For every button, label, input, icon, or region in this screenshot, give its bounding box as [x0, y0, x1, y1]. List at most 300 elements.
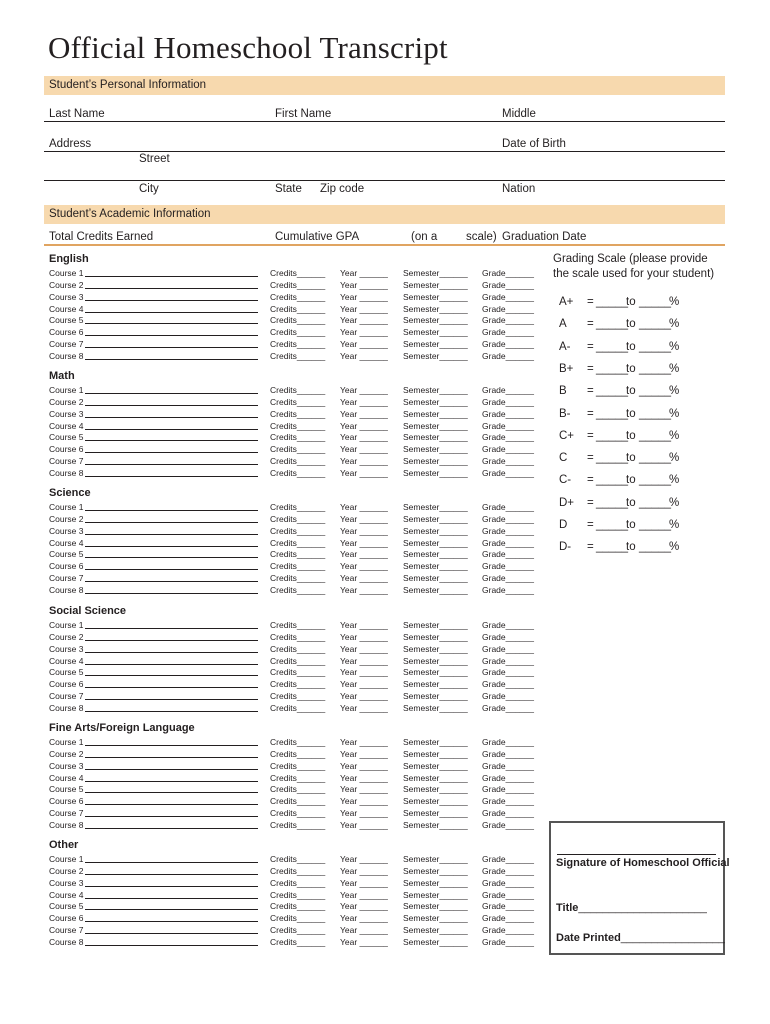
scale-to: to [626, 519, 636, 531]
scale-max-field[interactable]: _____ [639, 385, 671, 398]
scale-min-field[interactable]: _____ [596, 296, 628, 308]
credits-field[interactable]: Credits______ [270, 796, 326, 807]
scale-min-field[interactable]: _____ [596, 429, 628, 442]
grade-field[interactable]: Grade______ [482, 502, 534, 512]
semester-field[interactable]: Semester______ [403, 865, 468, 876]
scale-max-field[interactable]: _____ [639, 429, 671, 442]
credits-field[interactable]: Credits______ [270, 385, 326, 395]
grade-field[interactable]: Grade______ [482, 901, 534, 912]
scale-percent: % [669, 407, 680, 420]
semester-field[interactable]: Semester______ [403, 772, 468, 783]
semester-field[interactable]: Semester______ [403, 889, 468, 900]
year-field[interactable]: Year ______ [340, 561, 388, 572]
scale-percent: % [669, 452, 680, 465]
grading-scale-row [559, 452, 724, 468]
course-label: Course 6 [49, 913, 84, 924]
semester-field[interactable]: Semester______ [403, 796, 468, 807]
semester-field[interactable]: Semester______ [403, 561, 468, 572]
course-name-field[interactable] [85, 886, 258, 887]
year-field[interactable]: Year ______ [340, 667, 388, 678]
year-field[interactable]: Year ______ [340, 456, 388, 467]
credits-field[interactable]: Credits______ [270, 936, 326, 947]
semester-field[interactable]: Semester______ [403, 537, 468, 548]
city-field-line[interactable] [44, 180, 725, 181]
semester-field[interactable]: Semester______ [403, 420, 468, 431]
course-name-field[interactable] [85, 405, 258, 406]
credits-field[interactable]: Credits______ [270, 679, 326, 690]
semester-field[interactable]: Semester______ [403, 444, 468, 455]
credits-field[interactable]: Credits______ [270, 748, 326, 759]
grade-field[interactable]: Grade______ [482, 561, 534, 572]
grade-field[interactable]: Grade______ [482, 456, 534, 467]
semester-field[interactable]: Semester______ [403, 467, 468, 478]
credits-field[interactable]: Credits______ [270, 339, 326, 350]
course-name-field[interactable] [85, 945, 258, 946]
grade-field[interactable]: Grade______ [482, 584, 534, 595]
grade-field[interactable]: Grade______ [482, 854, 534, 864]
credits-field[interactable]: Credits______ [270, 573, 326, 584]
year-field[interactable]: Year ______ [340, 784, 388, 795]
grade-field[interactable]: Grade______ [482, 877, 534, 888]
year-field[interactable]: Year ______ [340, 796, 388, 807]
course-name-field[interactable] [85, 323, 258, 324]
course-name-field[interactable] [85, 440, 258, 441]
grade-field[interactable]: Grade______ [482, 573, 534, 584]
year-field[interactable]: Year ______ [340, 679, 388, 690]
semester-field[interactable]: Semester______ [403, 584, 468, 595]
grade-field[interactable]: Grade______ [482, 549, 534, 560]
semester-field[interactable]: Semester______ [403, 691, 468, 702]
grade-field[interactable]: Grade______ [482, 913, 534, 924]
grade-field[interactable]: Grade______ [482, 350, 534, 361]
semester-field[interactable]: Semester______ [403, 643, 468, 654]
year-field[interactable]: Year ______ [340, 537, 388, 548]
grade-field[interactable]: Grade______ [482, 796, 534, 807]
grade-field[interactable]: Grade______ [482, 936, 534, 947]
grade-field[interactable]: Grade______ [482, 513, 534, 524]
course-name-field[interactable] [85, 804, 258, 805]
year-field[interactable]: Year ______ [340, 573, 388, 584]
course-row [49, 384, 539, 396]
year-field[interactable]: Year ______ [340, 620, 388, 630]
scale-to: to [626, 452, 636, 465]
scale-min-field[interactable]: _____ [596, 385, 628, 398]
course-name-field[interactable] [85, 347, 258, 348]
grade-field[interactable]: Grade______ [482, 537, 534, 548]
semester-field[interactable]: Semester______ [403, 679, 468, 690]
year-field[interactable]: Year ______ [340, 279, 388, 290]
subject-heading: Other [49, 839, 79, 851]
course-name-field[interactable] [85, 593, 258, 594]
credits-field[interactable]: Credits______ [270, 467, 326, 478]
year-field[interactable]: Year ______ [340, 339, 388, 350]
course-name-field[interactable] [85, 300, 258, 301]
course-label: Course 4 [49, 772, 84, 783]
course-name-field[interactable] [85, 557, 258, 558]
semester-field[interactable]: Semester______ [403, 502, 468, 512]
grade-field[interactable]: Grade______ [482, 444, 534, 455]
year-field[interactable]: Year ______ [340, 748, 388, 759]
first-name-label: First Name [275, 108, 332, 120]
semester-field[interactable]: Semester______ [403, 631, 468, 642]
grade-field[interactable]: Grade______ [482, 819, 534, 830]
year-field[interactable]: Year ______ [340, 315, 388, 326]
scale-min-field[interactable]: _____ [596, 519, 628, 531]
credits-field[interactable]: Credits______ [270, 854, 326, 864]
course-name-field[interactable] [85, 862, 258, 863]
grade-field[interactable]: Grade______ [482, 925, 534, 936]
credits-field[interactable]: Credits______ [270, 537, 326, 548]
grade-field[interactable]: Grade______ [482, 620, 534, 630]
course-name-field[interactable] [85, 699, 258, 700]
credits-field[interactable]: Credits______ [270, 268, 326, 278]
year-field[interactable]: Year ______ [340, 396, 388, 407]
course-name-field[interactable] [85, 628, 258, 629]
credits-field[interactable]: Credits______ [270, 584, 326, 595]
year-field[interactable]: Year ______ [340, 327, 388, 338]
scale-max-field[interactable]: _____ [639, 318, 671, 331]
semester-field[interactable]: Semester______ [403, 702, 468, 713]
credits-field[interactable]: Credits______ [270, 525, 326, 536]
year-field[interactable]: Year ______ [340, 772, 388, 783]
grade-field[interactable]: Grade______ [482, 396, 534, 407]
grade-field[interactable]: Grade______ [482, 643, 534, 654]
year-field[interactable]: Year ______ [340, 865, 388, 876]
course-name-field[interactable] [85, 745, 258, 746]
credits-field[interactable]: Credits______ [270, 819, 326, 830]
grade-field[interactable]: Grade______ [482, 760, 534, 771]
scale-grade-label: A+ [559, 296, 574, 308]
credits-field[interactable]: Credits______ [270, 513, 326, 524]
grade-field[interactable]: Grade______ [482, 525, 534, 536]
credits-field[interactable]: Credits______ [270, 432, 326, 443]
credits-field[interactable]: Credits______ [270, 350, 326, 361]
course-label: Course 2 [49, 865, 84, 876]
scale-percent: % [669, 362, 680, 375]
year-field[interactable]: Year ______ [340, 408, 388, 419]
credits-field[interactable]: Credits______ [270, 408, 326, 419]
grade-field[interactable]: Grade______ [482, 784, 534, 795]
year-field[interactable]: Year ______ [340, 760, 388, 771]
course-name-field[interactable] [85, 711, 258, 712]
semester-field[interactable]: Semester______ [403, 339, 468, 350]
course-row [49, 807, 539, 819]
grade-field[interactable]: Grade______ [482, 408, 534, 419]
semester-field[interactable]: Semester______ [403, 936, 468, 947]
name-field-line[interactable] [44, 121, 725, 122]
scale-min-field[interactable]: _____ [596, 318, 628, 331]
course-name-field[interactable] [85, 874, 258, 875]
course-name-field[interactable] [85, 276, 258, 277]
grading-scale-row [559, 474, 724, 490]
year-field[interactable]: Year ______ [340, 291, 388, 302]
semester-field[interactable]: Semester______ [403, 877, 468, 888]
date-printed-field[interactable] [556, 932, 725, 944]
grade-field[interactable]: Grade______ [482, 737, 534, 747]
semester-field[interactable]: Semester______ [403, 784, 468, 795]
year-field[interactable]: Year ______ [340, 691, 388, 702]
year-field[interactable]: Year ______ [340, 525, 388, 536]
course-label: Course 4 [49, 537, 84, 548]
semester-field[interactable]: Semester______ [403, 819, 468, 830]
semester-field[interactable]: Semester______ [403, 737, 468, 747]
scale-max-field[interactable]: _____ [639, 452, 671, 465]
credits-field[interactable]: Credits______ [270, 279, 326, 290]
year-field[interactable]: Year ______ [340, 737, 388, 747]
credits-field[interactable]: Credits______ [270, 420, 326, 431]
year-field[interactable]: Year ______ [340, 268, 388, 278]
scale-min-field[interactable]: _____ [596, 407, 628, 420]
credits-field[interactable]: Credits______ [270, 327, 326, 338]
credits-field[interactable]: Credits______ [270, 877, 326, 888]
year-field[interactable]: Year ______ [340, 513, 388, 524]
course-label: Course 3 [49, 643, 84, 654]
semester-field[interactable]: Semester______ [403, 385, 468, 395]
semester-field[interactable]: Semester______ [403, 279, 468, 290]
course-name-field[interactable] [85, 652, 258, 653]
credits-field[interactable]: Credits______ [270, 913, 326, 924]
course-name-field[interactable] [85, 417, 258, 418]
credits-field[interactable]: Credits______ [270, 865, 326, 876]
grade-field[interactable]: Grade______ [482, 865, 534, 876]
course-name-field[interactable] [85, 909, 258, 910]
credits-field[interactable]: Credits______ [270, 925, 326, 936]
grade-field[interactable]: Grade______ [482, 889, 534, 900]
credits-field[interactable]: Credits______ [270, 643, 326, 654]
course-name-field[interactable] [85, 781, 258, 782]
course-name-field[interactable] [85, 569, 258, 570]
grade-field[interactable]: Grade______ [482, 327, 534, 338]
semester-field[interactable]: Semester______ [403, 327, 468, 338]
grade-field[interactable]: Grade______ [482, 385, 534, 395]
scale-max-field[interactable]: _____ [639, 519, 671, 531]
semester-field[interactable]: Semester______ [403, 901, 468, 912]
semester-field[interactable]: Semester______ [403, 350, 468, 361]
semester-field[interactable]: Semester______ [403, 408, 468, 419]
semester-field[interactable]: Semester______ [403, 303, 468, 314]
semester-field[interactable]: Semester______ [403, 268, 468, 278]
credits-field[interactable]: Credits______ [270, 737, 326, 747]
year-field[interactable]: Year ______ [340, 303, 388, 314]
scale-min-field[interactable]: _____ [596, 474, 628, 487]
credits-field[interactable]: Credits______ [270, 655, 326, 666]
scale-max-field[interactable]: _____ [639, 296, 671, 308]
scale-min-field[interactable]: _____ [596, 452, 628, 465]
grade-field[interactable]: Grade______ [482, 467, 534, 478]
grade-field[interactable]: Grade______ [482, 315, 534, 326]
credits-field[interactable]: Credits______ [270, 444, 326, 455]
credits-field[interactable]: Credits______ [270, 667, 326, 678]
grade-field[interactable]: Grade______ [482, 339, 534, 350]
grade-field[interactable]: Grade______ [482, 432, 534, 443]
scale-max-field[interactable]: _____ [639, 407, 671, 420]
credits-field[interactable]: Credits______ [270, 901, 326, 912]
grade-field[interactable]: Grade______ [482, 268, 534, 278]
year-field[interactable]: Year ______ [340, 889, 388, 900]
credits-field[interactable]: Credits______ [270, 691, 326, 702]
course-name-field[interactable] [85, 769, 258, 770]
year-field[interactable]: Year ______ [340, 877, 388, 888]
grade-field[interactable]: Grade______ [482, 772, 534, 783]
course-name-field[interactable] [85, 359, 258, 360]
course-name-field[interactable] [85, 288, 258, 289]
credits-field[interactable]: Credits______ [270, 772, 326, 783]
credits-field[interactable]: Credits______ [270, 784, 326, 795]
year-field[interactable]: Year ______ [340, 854, 388, 864]
semester-field[interactable]: Semester______ [403, 925, 468, 936]
credits-field[interactable]: Credits______ [270, 456, 326, 467]
course-name-field[interactable] [85, 828, 258, 829]
graduation-date-label: Graduation Date [502, 231, 587, 243]
grade-field[interactable]: Grade______ [482, 667, 534, 678]
course-name-field[interactable] [85, 429, 258, 430]
course-name-field[interactable] [85, 510, 258, 511]
course-name-field[interactable] [85, 393, 258, 394]
scale-min-field[interactable]: _____ [596, 362, 628, 375]
address-field-line[interactable] [44, 151, 725, 152]
scale-to: to [626, 407, 636, 420]
year-field[interactable]: Year ______ [340, 549, 388, 560]
official-title-field[interactable] [556, 902, 707, 914]
credits-field[interactable]: Credits______ [270, 396, 326, 407]
year-field[interactable]: Year ______ [340, 643, 388, 654]
grade-field[interactable]: Grade______ [482, 631, 534, 642]
year-field[interactable]: Year ______ [340, 502, 388, 512]
course-name-field[interactable] [85, 476, 258, 477]
grade-field[interactable]: Grade______ [482, 702, 534, 713]
grade-field[interactable]: Grade______ [482, 291, 534, 302]
course-name-field[interactable] [85, 675, 258, 676]
semester-field[interactable]: Semester______ [403, 549, 468, 560]
grade-field[interactable]: Grade______ [482, 808, 534, 819]
grade-field[interactable]: Grade______ [482, 691, 534, 702]
year-field[interactable]: Year ______ [340, 808, 388, 819]
credits-field[interactable]: Credits______ [270, 808, 326, 819]
credits-field[interactable]: Credits______ [270, 315, 326, 326]
course-name-field[interactable] [85, 546, 258, 547]
scale-max-field[interactable]: _____ [639, 340, 671, 353]
course-name-field[interactable] [85, 464, 258, 465]
course-name-field[interactable] [85, 687, 258, 688]
year-field[interactable]: Year ______ [340, 655, 388, 666]
course-name-field[interactable] [85, 534, 258, 535]
year-field[interactable]: Year ______ [340, 913, 388, 924]
semester-field[interactable]: Semester______ [403, 655, 468, 666]
scale-min-field[interactable]: _____ [596, 340, 628, 353]
year-field[interactable]: Year ______ [340, 925, 388, 936]
credits-field[interactable]: Credits______ [270, 631, 326, 642]
course-name-field[interactable] [85, 792, 258, 793]
year-field[interactable]: Year ______ [340, 350, 388, 361]
semester-field[interactable]: Semester______ [403, 291, 468, 302]
course-name-field[interactable] [85, 921, 258, 922]
grading-scale-row [559, 363, 724, 379]
course-name-field[interactable] [85, 757, 258, 758]
course-name-field[interactable] [85, 664, 258, 665]
credits-field[interactable]: Credits______ [270, 760, 326, 771]
street-label: Street [139, 153, 170, 165]
grade-field[interactable]: Grade______ [482, 303, 534, 314]
year-field[interactable]: Year ______ [340, 819, 388, 830]
scale-equals: = [587, 496, 594, 509]
year-field[interactable]: Year ______ [340, 432, 388, 443]
year-field[interactable]: Year ______ [340, 584, 388, 595]
semester-field[interactable]: Semester______ [403, 432, 468, 443]
signature-line[interactable] [557, 854, 716, 855]
year-field[interactable]: Year ______ [340, 420, 388, 431]
credits-field[interactable]: Credits______ [270, 620, 326, 630]
course-name-field[interactable] [85, 335, 258, 336]
course-name-field[interactable] [85, 522, 258, 523]
semester-field[interactable]: Semester______ [403, 456, 468, 467]
semester-field[interactable]: Semester______ [403, 525, 468, 536]
scale-equals: = [587, 362, 594, 375]
year-field[interactable]: Year ______ [340, 702, 388, 713]
scale-max-field[interactable]: _____ [639, 362, 671, 375]
semester-field[interactable]: Semester______ [403, 667, 468, 678]
grade-field[interactable]: Grade______ [482, 279, 534, 290]
credits-field[interactable]: Credits______ [270, 502, 326, 512]
credits-field[interactable]: Credits______ [270, 889, 326, 900]
year-field[interactable]: Year ______ [340, 936, 388, 947]
course-name-field[interactable] [85, 640, 258, 641]
semester-field[interactable]: Semester______ [403, 315, 468, 326]
course-name-field[interactable] [85, 581, 258, 582]
year-field[interactable]: Year ______ [340, 901, 388, 912]
semester-field[interactable]: Semester______ [403, 513, 468, 524]
course-label: Course 4 [49, 655, 84, 666]
credits-field[interactable]: Credits______ [270, 303, 326, 314]
course-name-field[interactable] [85, 898, 258, 899]
year-field[interactable]: Year ______ [340, 467, 388, 478]
semester-field[interactable]: Semester______ [403, 913, 468, 924]
grade-field[interactable]: Grade______ [482, 748, 534, 759]
semester-field[interactable]: Semester______ [403, 760, 468, 771]
grade-field[interactable]: Grade______ [482, 655, 534, 666]
credits-field[interactable]: Credits______ [270, 291, 326, 302]
scale-to: to [626, 474, 636, 487]
credits-field[interactable]: Credits______ [270, 549, 326, 560]
scale-min-field[interactable]: _____ [596, 496, 628, 509]
course-row [49, 572, 539, 584]
semester-field[interactable]: Semester______ [403, 573, 468, 584]
grade-field[interactable]: Grade______ [482, 679, 534, 690]
year-field[interactable]: Year ______ [340, 444, 388, 455]
scale-max-field[interactable]: _____ [639, 541, 671, 554]
course-name-field[interactable] [85, 816, 258, 817]
course-row [49, 678, 539, 690]
scale-max-field[interactable]: _____ [639, 474, 671, 487]
scale-min-field[interactable]: _____ [596, 541, 628, 554]
semester-field[interactable]: Semester______ [403, 808, 468, 819]
course-label: Course 7 [49, 573, 84, 584]
semester-field[interactable]: Semester______ [403, 748, 468, 759]
course-label: Course 4 [49, 420, 84, 431]
year-field[interactable]: Year ______ [340, 631, 388, 642]
course-name-field[interactable] [85, 452, 258, 453]
credits-field[interactable]: Credits______ [270, 561, 326, 572]
semester-field[interactable]: Semester______ [403, 854, 468, 864]
year-field[interactable]: Year ______ [340, 385, 388, 395]
course-name-field[interactable] [85, 312, 258, 313]
course-name-field[interactable] [85, 933, 258, 934]
credits-field[interactable]: Credits______ [270, 702, 326, 713]
course-row [49, 748, 539, 760]
semester-field[interactable]: Semester______ [403, 620, 468, 630]
semester-field[interactable]: Semester______ [403, 396, 468, 407]
grade-field[interactable]: Grade______ [482, 420, 534, 431]
scale-max-field[interactable]: _____ [639, 496, 671, 509]
